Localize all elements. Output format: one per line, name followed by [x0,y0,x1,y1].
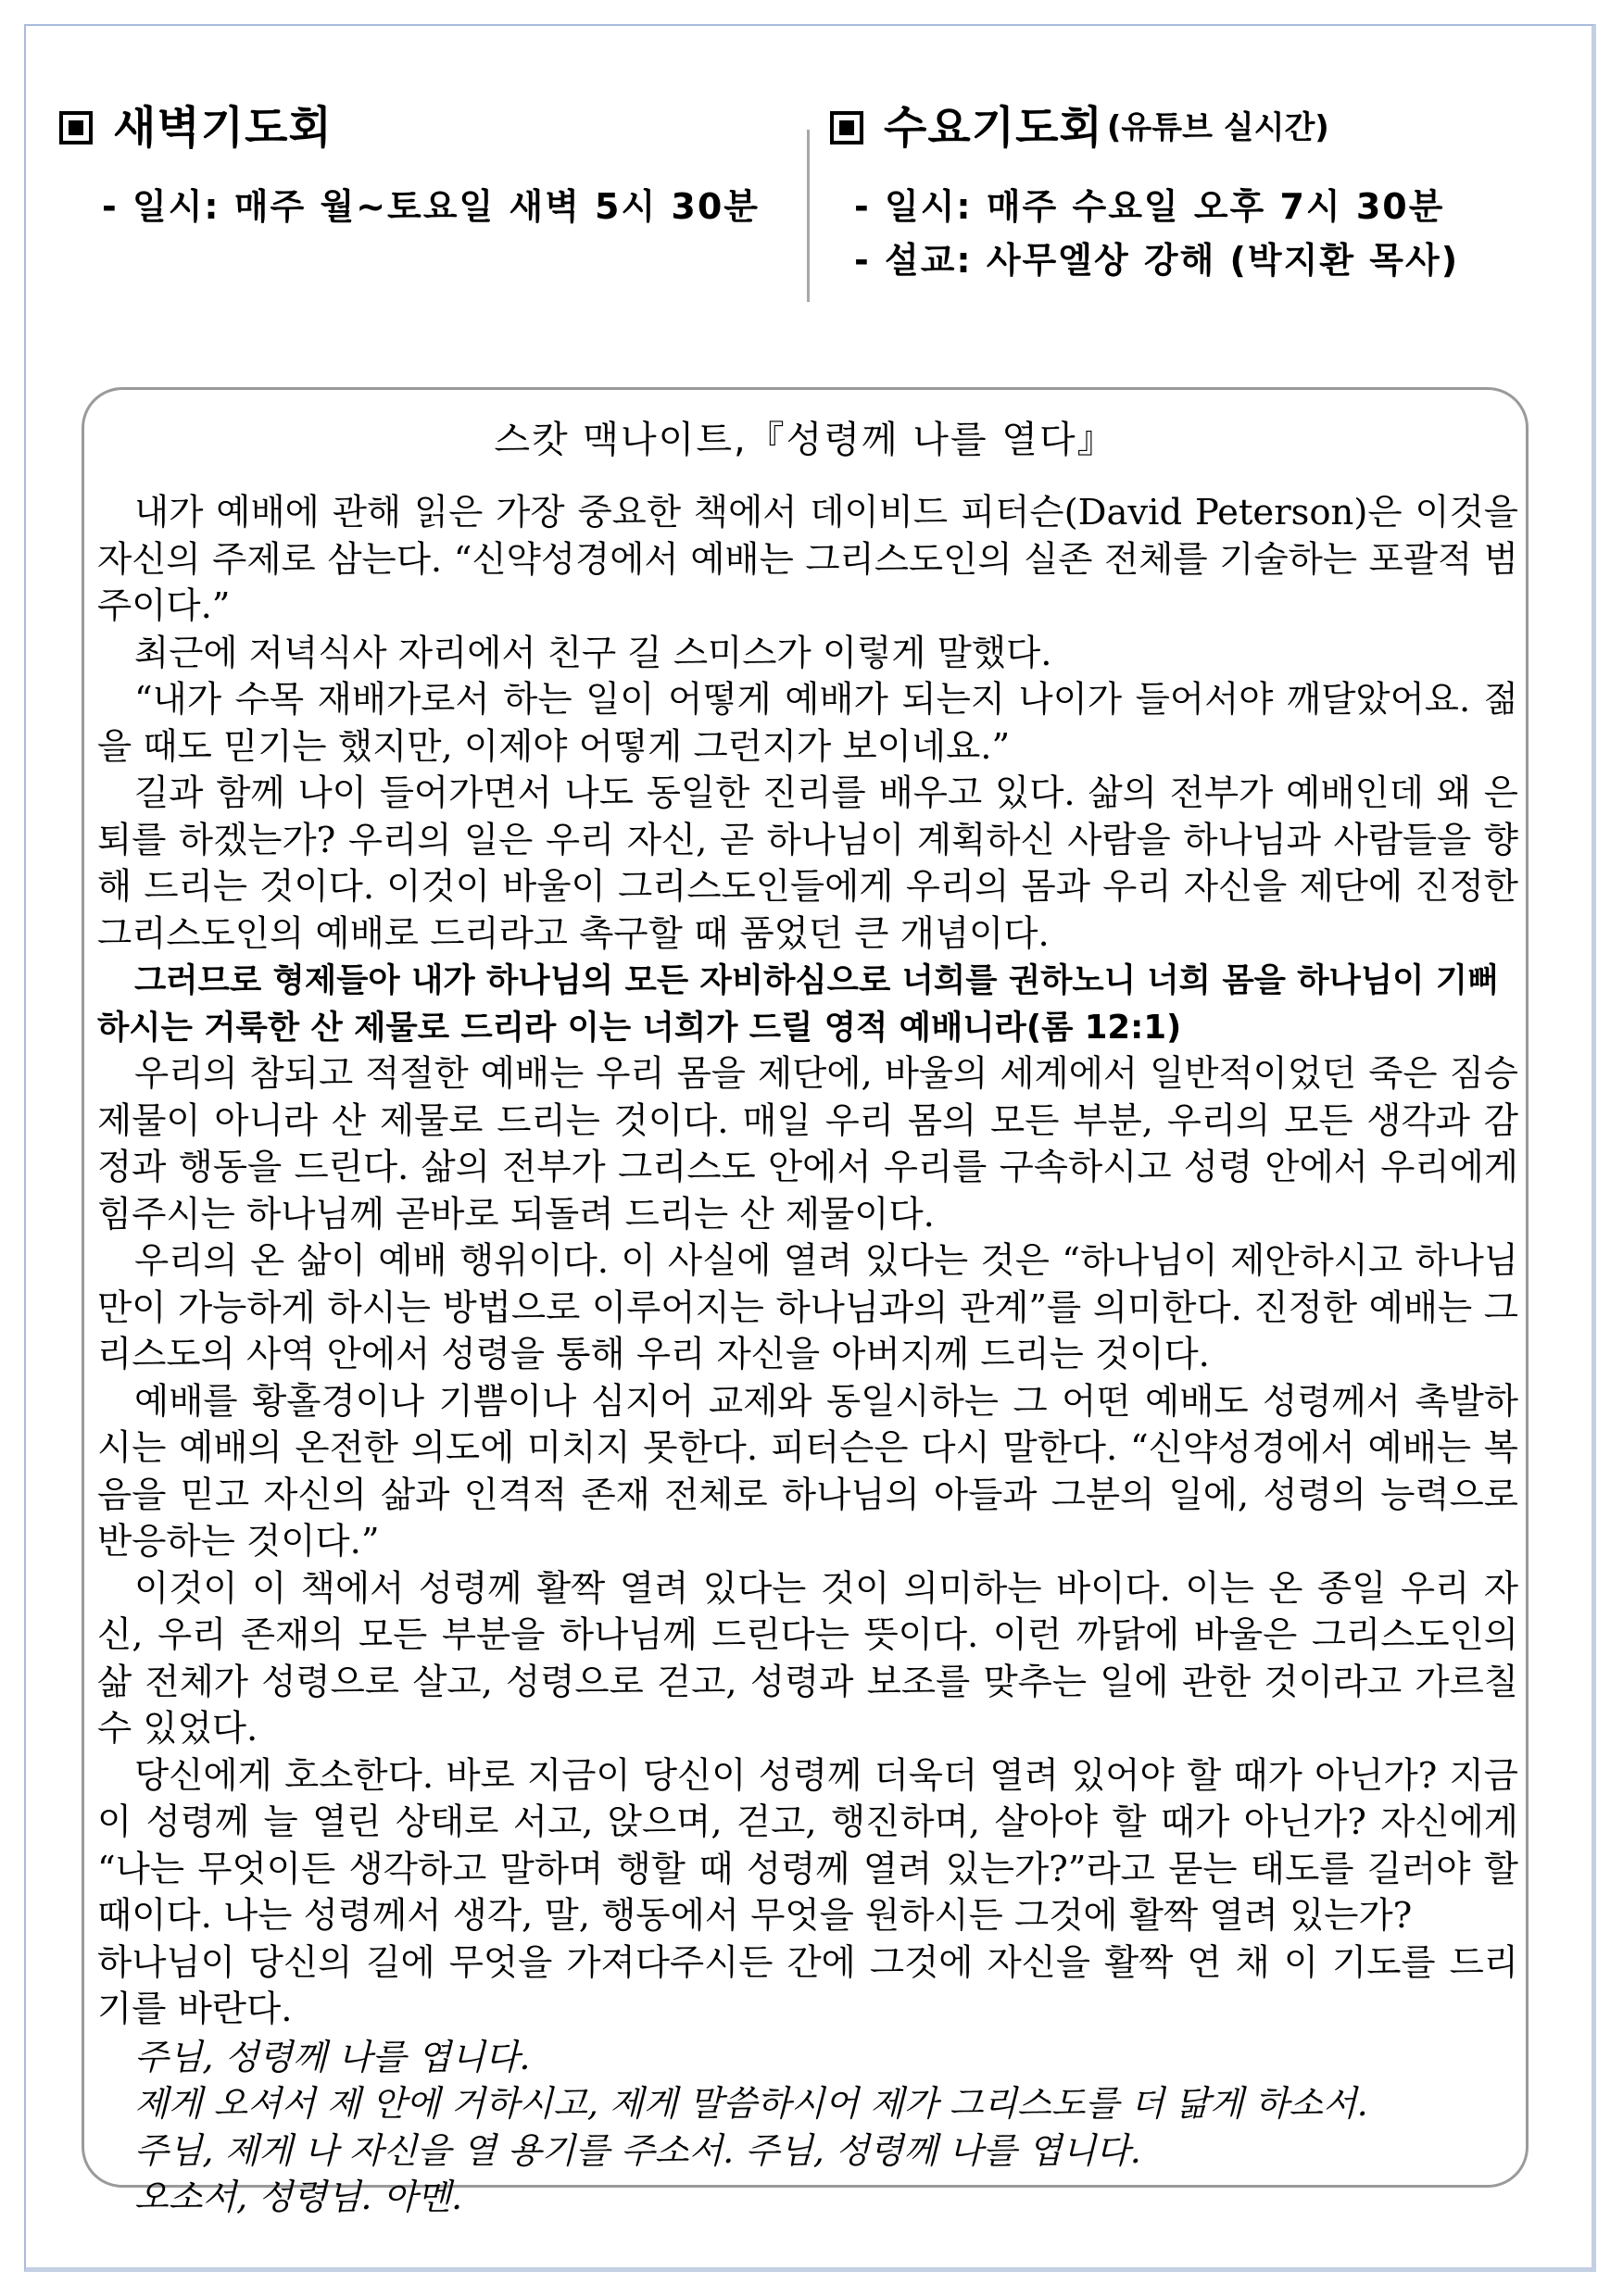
wednesday-prayer-subtitle: (유튜브 실시간) [1106,109,1329,146]
article-paragraph: “내가 수목 재배가로서 하는 일이 어떻게 예배가 되는지 나이가 들어서야 깨달았어요. 젊을 때도 믿기는 했지만, 이제야 어떻게 그런지가 보이네요.” [97,679,1518,768]
dawn-prayer-section [59,100,791,233]
closing-paragraph: 하나님이 당신의 길에 무엇을 가져다주시든 간에 그것에 자신을 활짝 연 채 이 기도를 드리기를 바란다. [97,1941,1518,2030]
dawn-prayer-schedule: - 일시: 매주 월~토요일 새벽 5시 30분 [102,186,761,227]
article-body [97,490,1518,2221]
prayer-block [97,2034,1518,2221]
article-paragraph: 우리의 온 삶이 예배 행위이다. 이 사실에 열려 있다는 것은 “하나님이 제안하시고 하나님만이 가능하게 하시는 방법으로 이루어지는 하나님과의 관계”를 의미한다. 진정한 예배는 그리스도의 사역 안에서 성령을 통해 우리 자신을 아버지께 드리는 것이다. [97,1240,1518,1375]
prayer-line: 주님, 제게 나 자신을 열 용기를 주소서. 주님, 성령께 나를 엽니다. [134,2129,1141,2171]
square-bullet-icon [830,111,863,144]
article-paragraph: 우리의 참되고 적절한 예배는 우리 몸을 제단에, 바울의 세계에서 일반적이었던 죽은 짐승 제물이 아니라 산 제물로 드리는 것이다. 매일 우리 몸의 모든 부분, 우리의 모든 생각과 감정과 행동을 드린다. 삶의 전부가 그리스도 안에서 우리를 구속하시고 성령 안에서 우리에게 힘주시는 하나님께 곧바로 되돌려 드리는 산 제물이다. [97,1053,1518,1236]
article-paragraph: 내가 예배에 관해 읽은 가장 중요한 책에서 데이비드 피터슨(David Peterson)은 이것을 자신의 주제로 삼는다. “신약성경에서 예배는 그리스도인의 실존 전체를 기술하는 포괄적 범주이다.” [97,492,1518,627]
wednesday-prayer-section [830,100,1497,287]
dawn-prayer-heading [59,100,791,156]
wednesday-prayer-heading [830,100,1497,156]
article-paragraph: 예배를 황홀경이나 기쁨이나 심지어 교제와 동일시하는 그 어떤 예배도 성령께서 촉발하시는 예배의 온전한 의도에 미치지 못한다. 피터슨은 다시 말한다. “신약성경에서 예배는 복음을 믿고 자신의 삶과 인격적 존재 전체로 하나님의 아들과 그분의 일에, 성령의 능력으로 반응하는 것이다.” [97,1380,1518,1562]
section-divider [807,130,810,302]
prayer-line: 오소서, 성령님. 아멘. [134,2177,463,2217]
dawn-prayer-title: 새벽기도회 [113,102,333,154]
square-bullet-icon [59,111,93,144]
wednesday-prayer-sermon: - 설교: 사무엘상 강해 (박지환 목사) [854,240,1460,281]
wednesday-prayer-schedule: - 일시: 매주 수요일 오후 7시 30분 [854,186,1445,227]
prayer-line: 제게 오셔서 제 안에 거하시고, 제게 말씀하시어 제가 그리스도를 더 닮게 하소서. [134,2083,1368,2124]
article-paragraph: 길과 함께 나이 들어가면서 나도 동일한 진리를 배우고 있다. 삶의 전부가 예배인데 왜 은퇴를 하겠는가? 우리의 일은 우리 자신, 곧 하나님이 계획하신 사람을 하나님과 사람들을 향해 드리는 것이다. 이것이 바울이 그리스도인들에게 우리의 몸과 우리 자신을 제단에 진정한 그리스도인의 예배로 드리라고 촉구할 때 품었던 큰 개념이다. [97,772,1518,955]
article-paragraph: 이것이 이 책에서 성령께 활짝 열려 있다는 것이 의미하는 바이다. 이는 온 종일 우리 자신, 우리 존재의 모든 부분을 하나님께 드린다는 뜻이다. 이런 까닭에 바울은 그리스도인의 삶 전체가 성령으로 살고, 성령으로 걷고, 성령과 보조를 맞추는 일에 관한 것이라고 가르칠 수 있었다. [97,1567,1518,1750]
article-box [82,387,1529,2217]
article-paragraph: 당신에게 호소한다. 바로 지금이 당신이 성령께 더욱더 열려 있어야 할 때가 아닌가? 지금이 성령께 늘 열린 상태로 서고, 앉으며, 걷고, 행진하며, 살아야 할 때가 아닌가? 자신에게 “나는 무엇이든 생각하고 말하며 행할 때 성령께 열려 있는가?”라고 묻는 태도를 길러야 할 때이다. 나는 성령께서 생각, 말, 행동에서 무엇을 원하시든 그것에 활짝 열려 있는가? [97,1754,1518,1937]
article-title: 스캇 맥나이트,『성령께 나를 열다』 [494,419,1116,461]
wednesday-prayer-title: 수요기도회 [884,102,1103,154]
scripture-quote: 그러므로 형제들아 내가 하나님의 모든 자비하심으로 너희를 권하노니 너희 몸을 하나님이 기뻐하시는 거룩한 산 제물로 드리라 이는 너희가 드릴 영적 예배니라(롬 12:1) [97,961,1500,1047]
article-paragraph: 최근에 저녁식사 자리에서 친구 길 스미스가 이렇게 말했다. [134,632,1052,674]
prayer-line: 주님, 성령께 나를 엽니다. [134,2036,531,2077]
